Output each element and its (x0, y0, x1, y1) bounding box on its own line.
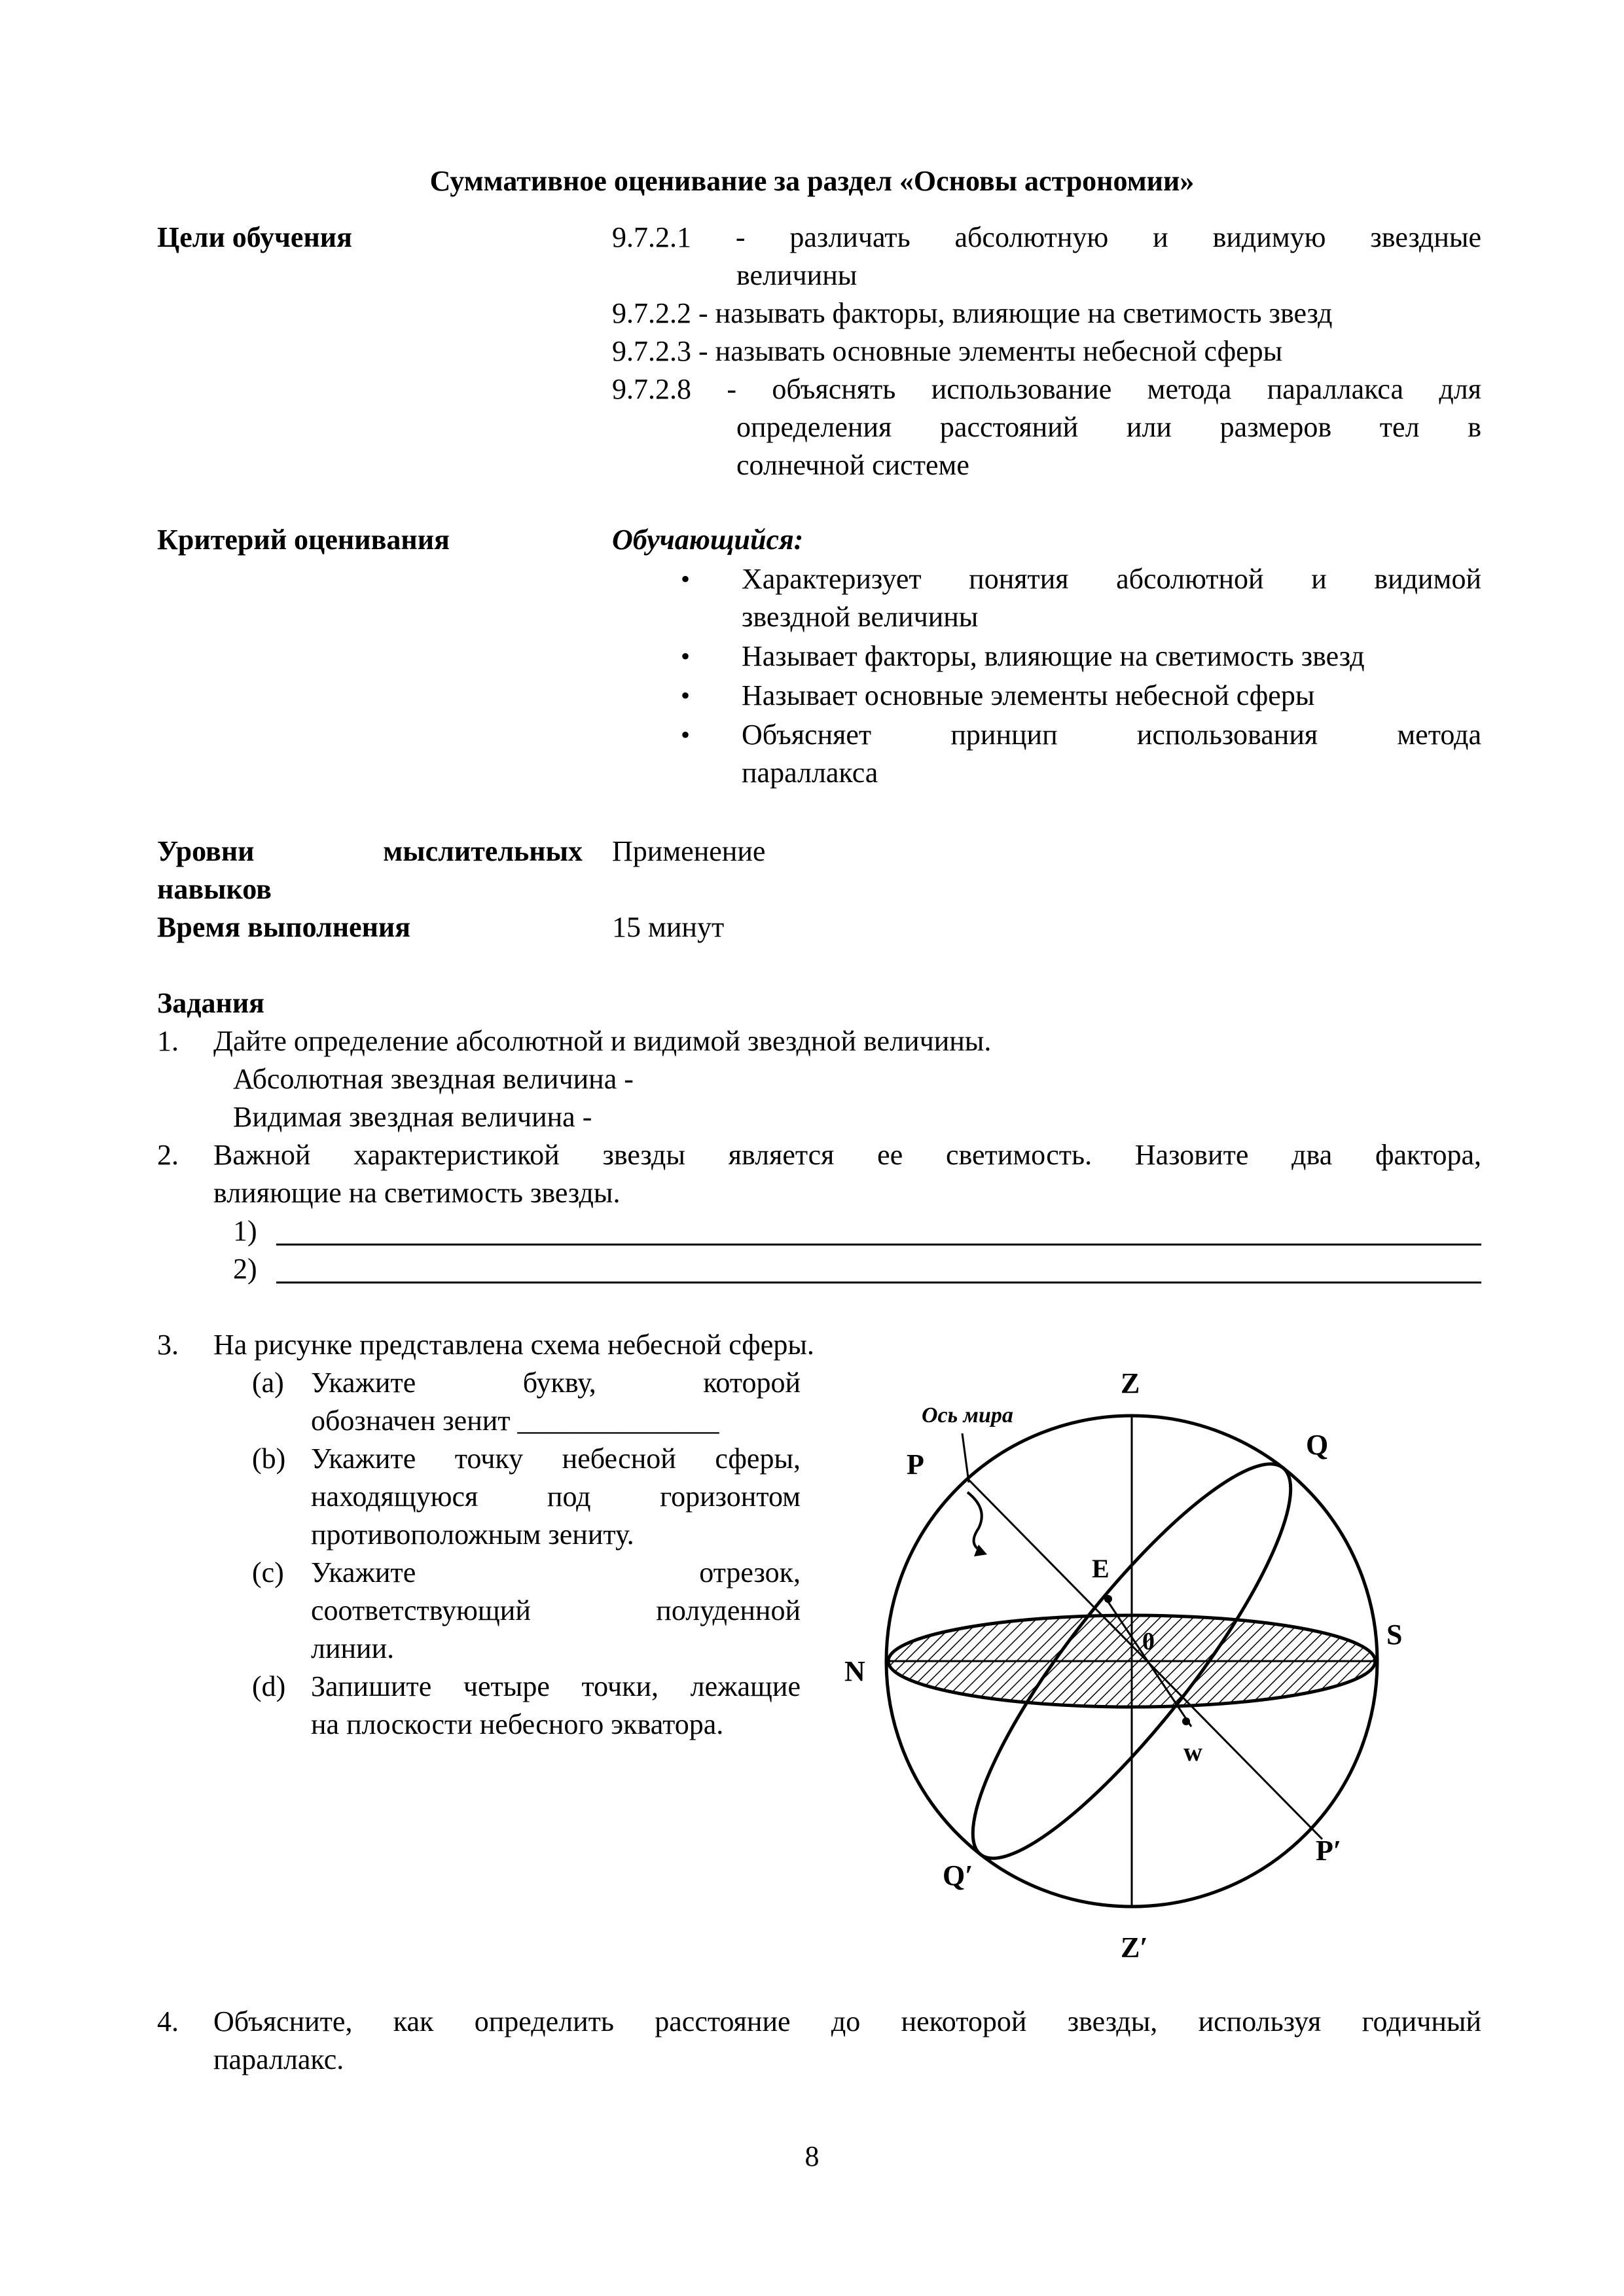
label-w: w (1183, 1737, 1202, 1767)
task-3d-line2: на плоскости небесного экватора. (311, 1708, 724, 1740)
bullet-icon: • (681, 641, 691, 671)
skills-label-line1: Уровни мыслительных (157, 835, 583, 867)
task-3c-line1: Укажите отрезок, (311, 1556, 801, 1588)
task-3c-label: (c) (252, 1556, 284, 1588)
goal-4-line3: солнечной системе (736, 449, 969, 481)
task-2-line2: влияющие на светимость звезды. (213, 1177, 621, 1209)
label-q: Q (1306, 1429, 1329, 1461)
task-3b-label: (b) (252, 1443, 286, 1475)
label-n: N (844, 1655, 865, 1687)
bullet-icon: • (681, 564, 691, 594)
goal-2: 9.7.2.2 - называть факторы, влияющие на светимость звезд (612, 297, 1333, 329)
skills-label-line2: навыков (157, 873, 272, 905)
answer-line-1[interactable] (276, 1217, 1481, 1246)
task-3c-line3: линии. (311, 1632, 395, 1664)
task-2-line1: Важной характеристикой звезды является ее светимость. Назовите два фактора, (213, 1139, 1481, 1171)
goal-4-line1: 9.7.2.8 - объяснять использование метода параллакса для (612, 373, 1481, 405)
bullet-icon: • (681, 720, 691, 749)
label-axis: Ось мира (922, 1403, 1013, 1427)
label-p-prime: P′ (1316, 1835, 1342, 1867)
label-o: 0 (1142, 1628, 1155, 1655)
task-1-apparent: Видимая звездная величина - (233, 1101, 592, 1133)
time-label: Время выполнения (157, 911, 411, 943)
criterion-4-line2: параллакса (742, 757, 878, 789)
task-3d-label: (d) (252, 1670, 286, 1702)
task-3b-line1: Укажите точку небесной сферы, (311, 1443, 801, 1475)
criterion-3: Называет основные элементы небесной сферы (742, 679, 1315, 711)
task-1-absolute: Абсолютная звездная величина - (233, 1063, 634, 1095)
time-value: 15 минут (612, 911, 725, 943)
task-4-number: 4. (157, 2005, 179, 2037)
goal-1-line2: величины (736, 259, 857, 291)
task-1-text: Дайте определение абсолютной и видимой звездной величины. (213, 1025, 992, 1057)
task-3-text: На рисунке представлена схема небесной сферы. (213, 1329, 814, 1361)
criteria-label: Критерий оценивания (157, 524, 450, 556)
task-3b-line3: противоположным зениту. (311, 1518, 634, 1551)
label-z: Z (1121, 1367, 1140, 1399)
task-3c-line2: соответствующий полуденной (311, 1594, 801, 1626)
criterion-4-line1: Объясняет принцип использования метода (742, 719, 1481, 751)
criterion-1-line1: Характеризует понятия абсолютной и видимой (742, 563, 1481, 595)
task-3d-line1: Запишите четыре точки, лежащие (311, 1670, 801, 1702)
task-2-number: 2. (157, 1139, 179, 1171)
label-p: P (907, 1448, 924, 1480)
goals-label: Цели обучения (157, 221, 352, 253)
task-4-line1: Объясните, как определить расстояние до некоторой звезды, используя годичный (213, 2005, 1481, 2037)
tasks-heading: Задания (157, 987, 264, 1019)
task-3a-line1: Укажите букву, которой (311, 1367, 801, 1399)
task-1-number: 1. (157, 1025, 179, 1057)
label-z-prime: Z′ (1121, 1931, 1148, 1964)
label-e: E (1092, 1554, 1110, 1583)
skills-value: Применение (612, 835, 766, 867)
task-2-blank1-label: 1) (233, 1215, 257, 1247)
celestial-sphere-diagram (825, 1342, 1453, 1996)
criterion-2: Называет факторы, влияющие на светимость звезд (742, 640, 1365, 672)
label-s: S (1386, 1619, 1403, 1651)
task-4-line2: параллакс. (213, 2043, 344, 2075)
answer-line-2[interactable] (276, 1255, 1481, 1283)
criterion-1-line2: звездной величины (742, 601, 979, 633)
task-2-blank2-label: 2) (233, 1253, 257, 1285)
task-3-number: 3. (157, 1329, 179, 1361)
task-3b-line2: находящуюся под горизонтом (311, 1480, 801, 1513)
goal-4-line2: определения расстояний или размеров тел в (736, 411, 1481, 443)
bullet-icon: • (681, 681, 691, 710)
goal-1-line1: 9.7.2.1 - различать абсолютную и видимую звездные (612, 221, 1481, 253)
page-number: 8 (804, 2140, 820, 2172)
goal-3: 9.7.2.3 - называть основные элементы небесной сферы (612, 335, 1283, 367)
criteria-intro: Обучающийся: (612, 524, 804, 556)
rotation-arrow-icon (967, 1492, 982, 1551)
task-3a-line2: обозначен зенит ______________ (311, 1405, 719, 1437)
task-3a-label: (a) (252, 1367, 284, 1399)
label-q-prime: Q′ (943, 1859, 973, 1892)
page-title: Суммативное оценивание за раздел «Основы астрономии» (429, 165, 1195, 197)
